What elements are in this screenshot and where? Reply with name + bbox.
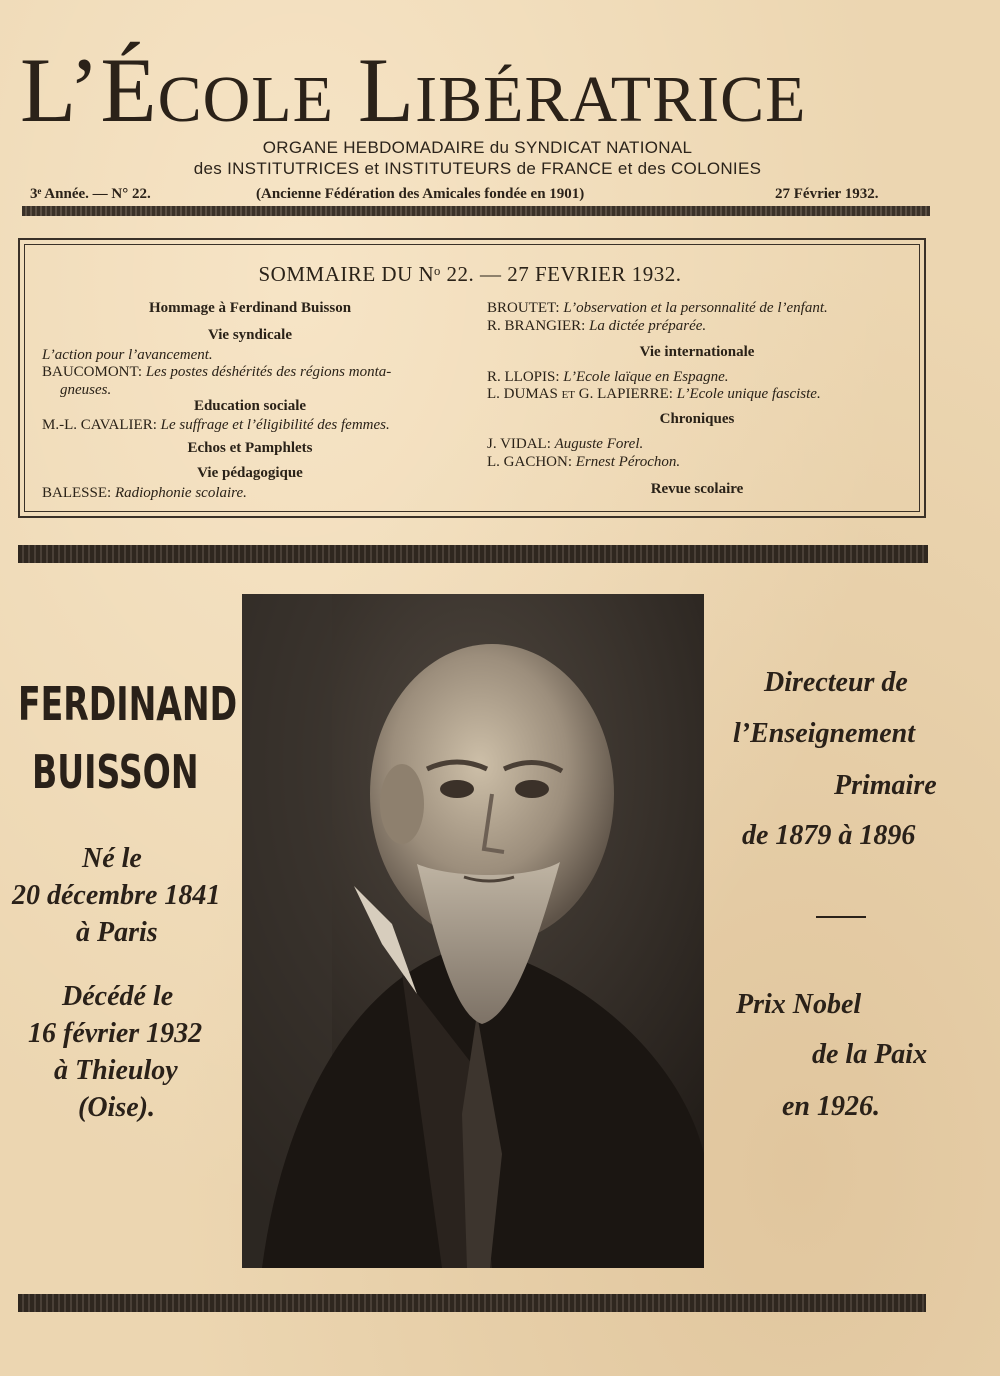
entry-baucomont-cont: gneuses. bbox=[60, 382, 112, 398]
sommaire-title: SOMMAIRE DU Nᵒ 22. — 27 FEVRIER 1932. bbox=[258, 262, 682, 286]
subtitle-organ: ORGANE HEBDOMADAIRE du SYNDICAT NATIONAL bbox=[262, 138, 693, 157]
entry-cavalier: M.-L. CAVALIER: Le suffrage et l’éligibilité des femmes. bbox=[42, 417, 390, 433]
entry-llopis: R. LLOPIS: L’Ecole laïque en Espagne. bbox=[487, 369, 729, 385]
entry-brangier: R. BRANGIER: La dictée préparée. bbox=[487, 318, 707, 334]
role-line-1: Directeur de bbox=[764, 667, 908, 698]
issue-number: 3ᵉ Année. — N° 22. bbox=[30, 186, 151, 202]
section-vie-syndicale: Vie syndicale bbox=[207, 327, 293, 343]
name-last: BUISSON bbox=[32, 745, 199, 799]
role-line-3: Primaire bbox=[834, 770, 937, 801]
entry-gachon: L. GACHON: Ernest Pérochon. bbox=[487, 454, 681, 470]
entry-baucomont: BAUCOMONT: Les postes déshérités des régions monta- bbox=[42, 364, 392, 380]
section-echos: Echos et Pamphlets bbox=[187, 440, 313, 456]
died-place: à Thieuloy bbox=[54, 1055, 178, 1086]
born-label: Né le bbox=[82, 843, 142, 874]
title-initial: L’É bbox=[20, 39, 158, 141]
section-vie-internationale: Vie internationale bbox=[639, 344, 755, 360]
portrait-figure bbox=[242, 594, 704, 1268]
nobel-line-2: de la Paix bbox=[812, 1039, 928, 1070]
masthead-title bbox=[20, 40, 940, 140]
died-label: Décédé le bbox=[62, 981, 174, 1012]
title-word-2: IBÉRATRICE bbox=[415, 63, 807, 136]
entry-action: L’action pour l’avancement. bbox=[42, 347, 213, 363]
subtitle-syndicate: des INSTITUTRICES et INSTITUTEURS de FRANCE et des COLONIES bbox=[193, 159, 762, 178]
died-date: 16 février 1932 bbox=[28, 1018, 203, 1049]
born-date: 20 décembre 1841 bbox=[12, 880, 221, 911]
section-rule bbox=[18, 545, 928, 563]
section-revue-scolaire: Revue scolaire bbox=[650, 481, 744, 497]
separator-dash bbox=[816, 916, 866, 918]
sommaire-hommage: Hommage à Ferdinand Buisson bbox=[148, 300, 352, 316]
section-vie-pedagogique: Vie pédagogique bbox=[197, 465, 303, 481]
died-region: (Oise). bbox=[78, 1092, 155, 1123]
federation-note: (Ancienne Fédération des Amicales fondée en 1901) bbox=[256, 186, 585, 202]
title-word-1: COLE bbox=[157, 63, 334, 136]
title-initial-2: L bbox=[357, 39, 416, 141]
entry-broutet: BROUTET: L’observation et la personnalité de l’enfant. bbox=[487, 300, 828, 316]
issue-date: 27 Février 1932. bbox=[775, 186, 879, 202]
role-line-4: de 1879 à 1896 bbox=[742, 820, 916, 851]
section-chroniques: Chroniques bbox=[659, 411, 735, 427]
name-first: FERDINAND bbox=[18, 677, 238, 731]
entry-dumas-lapierre: L. DUMAS et G. LAPIERRE: L’Ecole unique fasciste. bbox=[487, 386, 821, 402]
section-education-sociale: Education sociale bbox=[193, 398, 307, 414]
masthead-rule bbox=[22, 206, 930, 216]
entry-balesse: BALESSE: Radiophonie scolaire. bbox=[42, 485, 247, 501]
entry-vidal: J. VIDAL: Auguste Forel. bbox=[487, 436, 644, 452]
portrait-photo bbox=[242, 594, 704, 1268]
born-place: à Paris bbox=[76, 917, 158, 948]
nobel-line-3: en 1926. bbox=[782, 1091, 880, 1122]
nobel-line-1: Prix Nobel bbox=[736, 989, 862, 1020]
bottom-rule bbox=[18, 1294, 926, 1312]
role-line-2: l’Enseignement bbox=[733, 718, 916, 749]
